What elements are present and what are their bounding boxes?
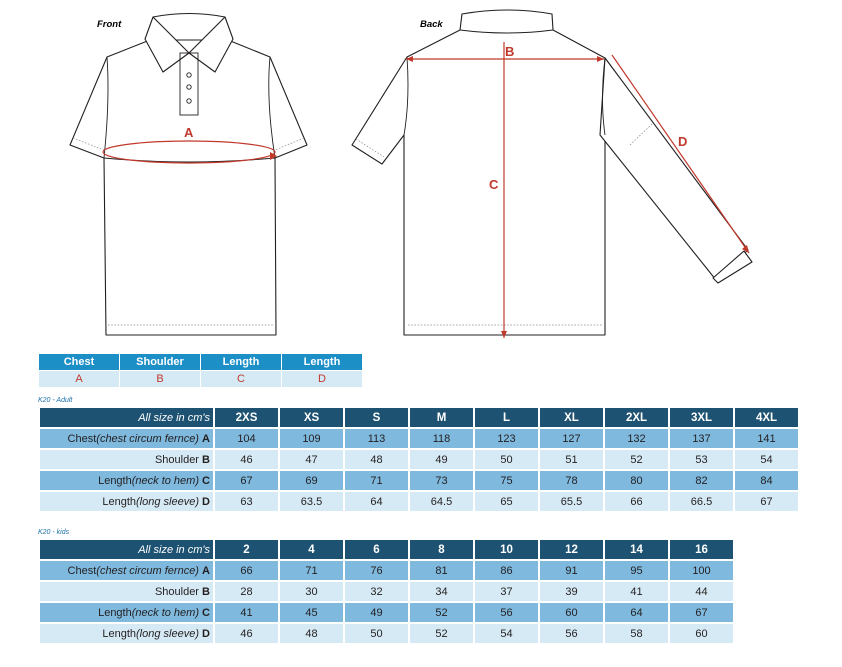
table-cell: 66 <box>215 561 278 580</box>
table-cell: 73 <box>410 471 473 490</box>
row-label-sleeve-length: Length(long sleeve) D <box>40 492 213 511</box>
table-cell: 54 <box>735 450 798 469</box>
table-cell: 69 <box>280 471 343 490</box>
table-cell: 41 <box>215 603 278 622</box>
table-cell: 66.5 <box>670 492 733 511</box>
table-cell: 54 <box>475 624 538 643</box>
table-cell: 49 <box>345 603 408 622</box>
table-cell: 51 <box>540 450 603 469</box>
table-cell: 67 <box>735 492 798 511</box>
table-cell: 64 <box>605 603 668 622</box>
measure-marker-c: C <box>489 177 499 192</box>
table-cell: 50 <box>345 624 408 643</box>
table-cell: 118 <box>410 429 473 448</box>
table-cell: 45 <box>280 603 343 622</box>
table-row <box>40 603 733 622</box>
table-cell: 71 <box>280 561 343 580</box>
table-cell: 58 <box>605 624 668 643</box>
adult-size-header: 2XL <box>605 408 668 427</box>
adult-table-caption: K20 - Adult <box>38 397 73 404</box>
table-row <box>40 492 798 511</box>
table-cell: 34 <box>410 582 473 601</box>
adult-size-header: 2XS <box>215 408 278 427</box>
table-cell: 30 <box>280 582 343 601</box>
table-cell: 123 <box>475 429 538 448</box>
kids-size-header: 14 <box>605 540 668 559</box>
table-cell: 76 <box>345 561 408 580</box>
kids-size-header: 6 <box>345 540 408 559</box>
table-row <box>40 429 798 448</box>
table-cell: 67 <box>215 471 278 490</box>
table-row <box>40 561 733 580</box>
table-cell: 109 <box>280 429 343 448</box>
table-cell: 41 <box>605 582 668 601</box>
table-cell: 56 <box>540 624 603 643</box>
table-cell: 95 <box>605 561 668 580</box>
legend-header-shoulder: Shoulder <box>120 354 200 370</box>
legend-header-length: Length <box>201 354 281 370</box>
row-label-chest: Chest(chest circum fernce) A <box>40 429 213 448</box>
table-row <box>40 624 733 643</box>
front-view-label: Front <box>97 19 122 30</box>
adult-size-header: M <box>410 408 473 427</box>
row-label-shoulder: Shoulder B <box>40 582 213 601</box>
kids-header-label: All size in cm's <box>40 540 213 559</box>
table-cell: 52 <box>410 624 473 643</box>
table-cell: 39 <box>540 582 603 601</box>
front-shirt-drawing <box>70 14 307 336</box>
table-cell: 127 <box>540 429 603 448</box>
adult-size-header: XS <box>280 408 343 427</box>
table-cell: 75 <box>475 471 538 490</box>
adult-size-header: 3XL <box>670 408 733 427</box>
table-cell: 71 <box>345 471 408 490</box>
measure-marker-a: A <box>184 125 194 140</box>
table-cell: 60 <box>670 624 733 643</box>
table-cell: 63 <box>215 492 278 511</box>
table-cell: 86 <box>475 561 538 580</box>
table-cell: 52 <box>410 603 473 622</box>
kids-size-header: 2 <box>215 540 278 559</box>
table-cell: 100 <box>670 561 733 580</box>
table-cell: 137 <box>670 429 733 448</box>
adult-size-table <box>38 406 800 513</box>
adult-size-header: XL <box>540 408 603 427</box>
table-cell: 78 <box>540 471 603 490</box>
table-cell: 80 <box>605 471 668 490</box>
table-cell: 113 <box>345 429 408 448</box>
table-cell: 56 <box>475 603 538 622</box>
table-row <box>40 471 798 490</box>
table-cell: 82 <box>670 471 733 490</box>
measure-marker-d: D <box>678 134 688 149</box>
kids-size-header: 8 <box>410 540 473 559</box>
back-shirt-drawing <box>352 10 752 338</box>
table-cell: 65 <box>475 492 538 511</box>
table-cell: 46 <box>215 450 278 469</box>
table-row <box>40 582 733 601</box>
adult-size-header: L <box>475 408 538 427</box>
adult-header-label: All size in cm's <box>40 408 213 427</box>
row-label-length: Length(neck to hem) C <box>40 471 213 490</box>
kids-size-table <box>38 538 735 645</box>
row-label-length: Length(neck to hem) C <box>40 603 213 622</box>
table-cell: 91 <box>540 561 603 580</box>
adult-size-header: 4XL <box>735 408 798 427</box>
kids-size-header: 10 <box>475 540 538 559</box>
table-cell: 52 <box>605 450 668 469</box>
legend-letter-d: D <box>282 371 362 387</box>
table-cell: 48 <box>345 450 408 469</box>
table-cell: 66 <box>605 492 668 511</box>
kids-table-caption: K20 - kids <box>38 529 70 536</box>
table-cell: 65.5 <box>540 492 603 511</box>
legend-letter-c: C <box>201 371 281 387</box>
table-cell: 44 <box>670 582 733 601</box>
kids-size-header: 12 <box>540 540 603 559</box>
table-cell: 132 <box>605 429 668 448</box>
table-row <box>40 450 798 469</box>
table-cell: 60 <box>540 603 603 622</box>
row-label-shoulder: Shoulder B <box>40 450 213 469</box>
table-cell: 84 <box>735 471 798 490</box>
table-cell: 37 <box>475 582 538 601</box>
table-cell: 67 <box>670 603 733 622</box>
measurement-legend <box>38 353 363 388</box>
table-cell: 48 <box>280 624 343 643</box>
back-view-label: Back <box>420 19 443 30</box>
table-cell: 53 <box>670 450 733 469</box>
table-cell: 104 <box>215 429 278 448</box>
table-cell: 28 <box>215 582 278 601</box>
table-cell: 50 <box>475 450 538 469</box>
table-cell: 32 <box>345 582 408 601</box>
table-cell: 64.5 <box>410 492 473 511</box>
adult-size-header: S <box>345 408 408 427</box>
row-label-chest: Chest(chest circum fernce) A <box>40 561 213 580</box>
table-cell: 64 <box>345 492 408 511</box>
table-cell: 47 <box>280 450 343 469</box>
table-cell: 63.5 <box>280 492 343 511</box>
kids-size-header: 4 <box>280 540 343 559</box>
table-cell: 141 <box>735 429 798 448</box>
table-cell: 81 <box>410 561 473 580</box>
row-label-sleeve-length: Length(long sleeve) D <box>40 624 213 643</box>
table-cell: 46 <box>215 624 278 643</box>
table-cell: 49 <box>410 450 473 469</box>
legend-letter-a: A <box>39 371 119 387</box>
kids-size-header: 16 <box>670 540 733 559</box>
measure-marker-b: B <box>505 44 515 59</box>
legend-letter-b: B <box>120 371 200 387</box>
legend-header-length-sleeve: Length <box>282 354 362 370</box>
legend-header-chest: Chest <box>39 354 119 370</box>
